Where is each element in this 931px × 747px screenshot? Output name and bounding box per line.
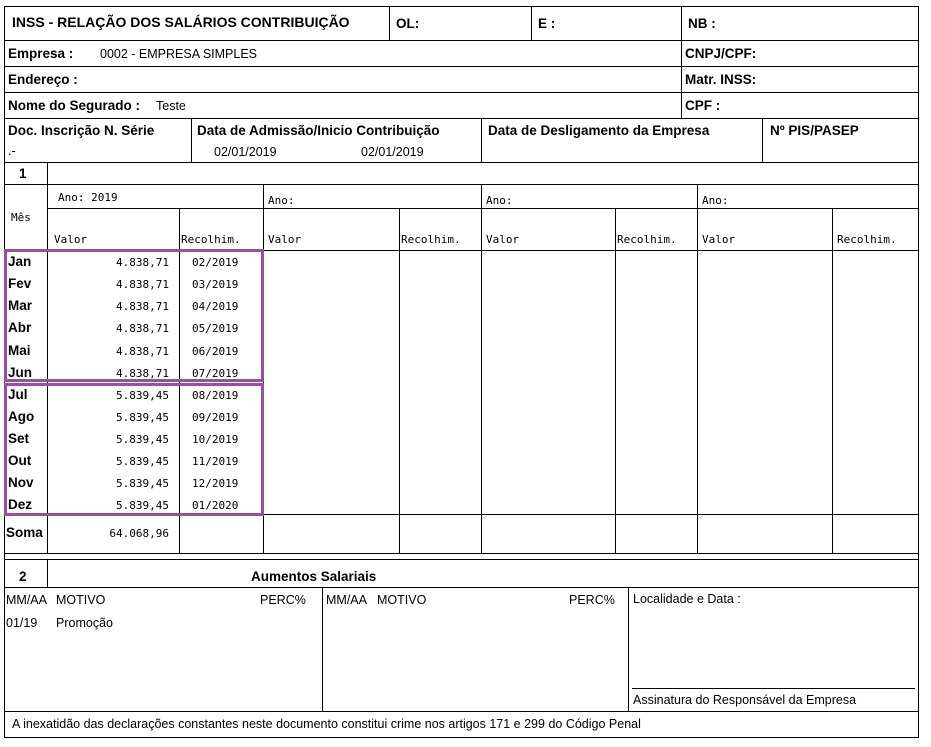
valor-cell: 5.839,45 (116, 477, 169, 490)
valor-cell: 4.838,71 (116, 367, 169, 380)
valor-cell: 4.838,71 (116, 256, 169, 269)
ol-label: OL: (396, 16, 420, 31)
valor-cell: 5.839,45 (116, 389, 169, 402)
recolhim-cell: 08/2019 (192, 389, 239, 402)
recolhim-cell: 09/2019 (192, 411, 239, 424)
valor-header-1: Valor (54, 233, 88, 246)
legal-note: A inexatidão das declarações constantes neste documento constitui crime nos artigos 171 e 299 do Código Penal (12, 717, 641, 731)
valor-cell: 5.839,45 (116, 455, 169, 468)
month-label: Ago (8, 409, 35, 424)
admissao-label: Data de Admissão/Inicio Contribuição (197, 123, 440, 138)
month-label: Abr (8, 320, 32, 335)
recolhim-cell: 01/2020 (192, 499, 239, 512)
desligamento-label: Data de Desligamento da Empresa (488, 123, 710, 138)
perc-header-2: PERC% (569, 593, 615, 607)
pis-pasep-label: Nº PIS/PASEP (770, 123, 859, 138)
ano-label-3: Ano: (486, 194, 513, 207)
recolhim-header-3: Recolhim. (617, 233, 677, 246)
valor-cell: 4.838,71 (116, 322, 169, 335)
month-label: Set (8, 431, 30, 446)
e-label: E : (538, 16, 556, 31)
recolhim-cell: 03/2019 (192, 278, 239, 291)
mmaa-header-2: MM/AA (326, 593, 367, 607)
inicio-contribuicao-date: 02/01/2019 (361, 145, 424, 159)
valor-cell: 5.839,45 (116, 499, 169, 512)
entry-mmaa: 01/19 (6, 616, 38, 630)
recolhim-cell: 02/2019 (192, 256, 239, 269)
localidade-data-label: Localidade e Data : (633, 592, 741, 606)
motivo-header-1: MOTIVO (56, 593, 106, 607)
recolhim-cell: 12/2019 (192, 477, 239, 490)
matr-inss-label: Matr. INSS: (685, 72, 757, 87)
recolhim-cell: 10/2019 (192, 433, 239, 446)
month-label: Nov (8, 475, 34, 490)
soma-label: Soma (6, 525, 43, 540)
valor-cell: 4.838,71 (116, 278, 169, 291)
valor-cell: 5.839,45 (116, 411, 169, 424)
recolhim-cell: 04/2019 (192, 300, 239, 313)
month-label: Jun (8, 365, 33, 380)
perc-header-1: PERC% (260, 593, 306, 607)
month-label: Out (8, 453, 32, 468)
recolhim-cell: 06/2019 (192, 345, 239, 358)
ano-label-1: Ano: 2019 (58, 191, 118, 204)
first-semester-highlight (4, 249, 264, 382)
month-label: Jan (8, 254, 32, 269)
form-title: INSS - RELAÇÃO DOS SALÁRIOS CONTRIBUIÇÃO (12, 14, 350, 30)
cnpj-label: CNPJ/CPF: (685, 46, 757, 61)
doc-inscricao-label: Doc. Inscrição N. Série (8, 123, 155, 138)
segurado-label: Nome do Segurado : (8, 98, 141, 113)
month-label: Mar (8, 298, 33, 313)
valor-header-4: Valor (702, 233, 736, 246)
mmaa-header-1: MM/AA (6, 593, 47, 607)
endereco-label: Endereço : (8, 72, 78, 87)
motivo-header-2: MOTIVO (377, 593, 427, 607)
recolhim-cell: 07/2019 (192, 367, 239, 380)
section-2-number: 2 (19, 569, 27, 584)
empresa-label: Empresa : (8, 46, 74, 61)
empresa-value: 0002 - EMPRESA SIMPLES (100, 47, 258, 61)
assinatura-label: Assinatura do Responsável da Empresa (633, 693, 857, 707)
month-label: Fev (8, 276, 32, 291)
valor-cell: 4.838,71 (116, 300, 169, 313)
valor-header-2: Valor (268, 233, 302, 246)
month-label: Mai (8, 343, 31, 358)
mes-column-header: Mês (11, 211, 31, 224)
soma-value: 64.068,96 (109, 527, 169, 540)
doc-inscricao-value: .- (8, 144, 16, 158)
entry-motivo: Promoção (56, 616, 113, 630)
recolhim-header-1: Recolhim. (181, 233, 241, 246)
cpf-label: CPF : (685, 98, 721, 113)
recolhim-header-4: Recolhim. (837, 233, 897, 246)
recolhim-header-2: Recolhim. (401, 233, 461, 246)
ano-label-4: Ano: (702, 194, 729, 207)
admissao-date: 02/01/2019 (214, 145, 277, 159)
segurado-value: Teste (156, 99, 186, 113)
section-1-number: 1 (19, 166, 27, 181)
valor-header-3: Valor (486, 233, 520, 246)
month-label: Dez (8, 497, 33, 512)
valor-cell: 5.839,45 (116, 433, 169, 446)
month-label: Jul (8, 387, 28, 402)
recolhim-cell: 11/2019 (192, 455, 239, 468)
recolhim-cell: 05/2019 (192, 322, 239, 335)
section-2-title: Aumentos Salariais (251, 569, 377, 584)
ano-label-2: Ano: (268, 194, 295, 207)
second-semester-highlight (4, 383, 264, 516)
valor-cell: 4.838,71 (116, 345, 169, 358)
nb-label: NB : (688, 16, 716, 31)
